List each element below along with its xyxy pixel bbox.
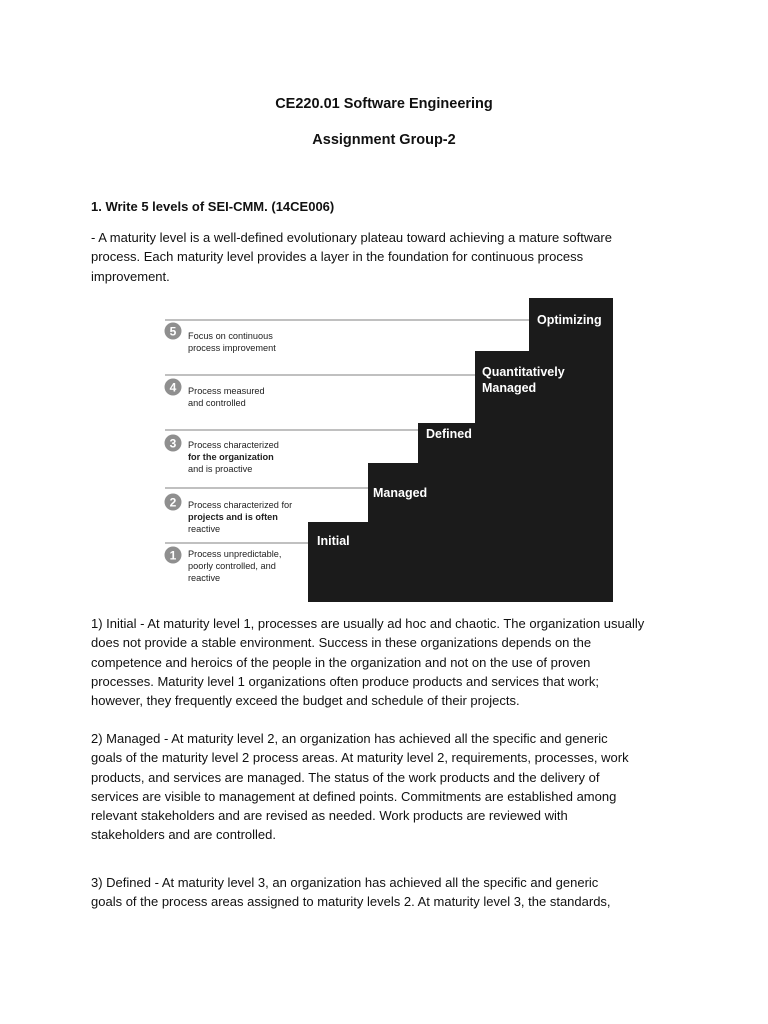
- section-line: products, and services are managed. The status of the work products and the delivery of: [91, 769, 600, 785]
- level-1-desc-line: Process unpredictable,: [188, 549, 282, 559]
- section-initial: [91, 614, 677, 710]
- level-1-desc-line: poorly controlled, and: [188, 561, 276, 571]
- level-number: 2: [169, 495, 177, 510]
- section-line: competence and heroics of the people in the organization and not on the use of proven: [91, 654, 591, 670]
- level-2-desc-line: Process characterized for: [188, 500, 293, 510]
- step-label-managed-2: Managed: [482, 381, 537, 395]
- level-number: 4: [169, 380, 177, 395]
- section-line: relevant stakeholders and are revised as needed. Work products are reviewed with: [91, 808, 568, 824]
- section-line: stakeholders and are controlled.: [91, 827, 277, 843]
- level-1-marker: [165, 547, 182, 564]
- section-line: does not provide a stable environment. Success in these organizations depends on the: [91, 635, 592, 651]
- level-5-desc-line: process improvement: [188, 343, 276, 353]
- step-label-managed: Managed: [373, 486, 428, 500]
- level-5-marker: [165, 323, 182, 340]
- section-line: goals of the maturity level 2 process areas. At maturity level 2, requirements, processes, work: [91, 750, 629, 766]
- level-3-marker: [165, 435, 182, 452]
- section-line: processes. Maturity level 1 organizations often produce products and services that work;: [91, 673, 599, 689]
- section-line: 2) Managed - At maturity level 2, an organization has achieved all the specific and generic: [91, 731, 608, 746]
- step-label-quantitatively: Quantitatively: [482, 365, 565, 379]
- intro-line: improvement.: [91, 268, 170, 284]
- level-2-desc-line: projects and is often: [188, 512, 278, 522]
- section-line: 3) Defined - At maturity level 3, an organization has achieved all the specific and generic: [91, 875, 599, 890]
- level-3-desc-line: Process characterized: [188, 440, 279, 450]
- section-line: services are visible to management at defined points. Commitments are established among: [91, 788, 617, 804]
- level-5-desc-line: Focus on continuous: [188, 331, 273, 341]
- level-descriptions: [188, 331, 292, 583]
- level-4-desc-line: Process measured: [188, 386, 265, 396]
- section-line: 1) Initial - At maturity level 1, processes are usually ad hoc and chaotic. The organization usually: [91, 616, 645, 631]
- step-label-optimizing: Optimizing: [537, 313, 602, 327]
- cmm-staircase-diagram: [155, 296, 615, 602]
- level-4-marker: [165, 379, 182, 396]
- level-3-desc-line: for the organization: [188, 452, 274, 462]
- level-number: 3: [169, 436, 177, 451]
- intro-line: - A maturity level is a well-defined evolutionary plateau toward achieving a mature software: [91, 230, 612, 245]
- level-3-desc-line: and is proactive: [188, 464, 253, 474]
- intro-line: process. Each maturity level provides a layer in the foundation for continuous process: [91, 249, 584, 265]
- level-1-desc-line: reactive: [188, 573, 221, 583]
- level-number: 5: [169, 324, 177, 339]
- step-label-defined: Defined: [426, 427, 472, 441]
- course-title: CE220.01 Software Engineering: [275, 96, 493, 112]
- question-heading: 1. Write 5 levels of SEI-CMM. (14CE006): [91, 199, 335, 214]
- assignment-title: Assignment Group-2: [312, 132, 456, 148]
- intro-paragraph: [91, 228, 677, 286]
- level-number: 1: [169, 548, 177, 563]
- section-defined: [91, 873, 677, 912]
- level-2-desc-line: reactive: [188, 524, 221, 534]
- level-2-marker: [165, 494, 182, 511]
- step-label-initial: Initial: [317, 534, 350, 548]
- section-managed: [91, 729, 677, 845]
- section-line: however, they frequently exceed the budget and schedule of their projects.: [91, 693, 520, 709]
- level-4-desc-line: and controlled: [188, 398, 246, 408]
- section-line: goals of the process areas assigned to maturity levels 2. At maturity level 3, the standards,: [91, 894, 611, 910]
- staircase-shape: [308, 298, 613, 602]
